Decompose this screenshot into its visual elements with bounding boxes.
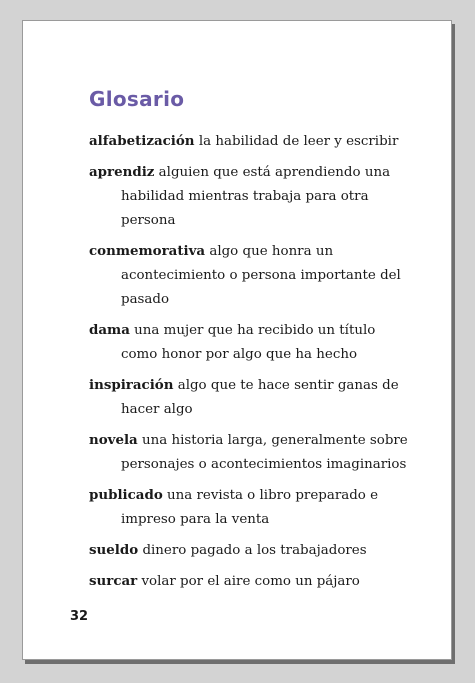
glossary-definition: una revista o libro preparado e impreso para la venta (121, 488, 379, 527)
glossary-term: inspiración (89, 377, 174, 393)
glossary-definition: una mujer que ha recibido un título como honor por algo que ha hecho (121, 323, 376, 362)
glossary-entry (89, 373, 409, 422)
glossary-entry (89, 129, 409, 154)
glossary-entry (89, 483, 409, 532)
glossary-term: publicado (89, 487, 163, 503)
glossary-definition: alguien que está aprendiendo una habilidad mientras trabaja para otra persona (121, 165, 391, 228)
glossary-entry (89, 239, 409, 312)
glossary-definition: una historia larga, generalmente sobre personajes o acontecimientos imaginarios (121, 433, 408, 472)
glossary-term: conmemorativa (89, 243, 206, 259)
glossary-term: alfabetización (89, 133, 195, 149)
page-title: Glosario (89, 87, 185, 111)
glossary-entry (89, 318, 409, 367)
glossary-term: novela (89, 432, 138, 448)
glossary-definition: algo que te hace sentir ganas de hacer algo (121, 378, 399, 417)
glossary-entry (89, 538, 409, 563)
glossary-definition: volar por el aire como un pájaro (141, 574, 360, 589)
glossary-entry (89, 160, 409, 233)
glossary-definition: algo que honra un acontecimiento o persona importante del pasado (121, 244, 401, 307)
glossary-term: surcar (89, 573, 138, 589)
glossary-term: dama (89, 322, 130, 338)
glossary-definition: la habilidad de leer y escribir (198, 134, 399, 149)
glossary-entry (89, 428, 409, 477)
glossary-term: sueldo (89, 542, 139, 558)
book-page (22, 20, 452, 660)
page-number: 32 (70, 609, 89, 624)
glossary-definition: dinero pagado a los trabajadores (142, 543, 367, 558)
glossary-term: aprendiz (89, 164, 155, 180)
glossary-entry (89, 569, 409, 594)
glossary-list (89, 129, 409, 600)
